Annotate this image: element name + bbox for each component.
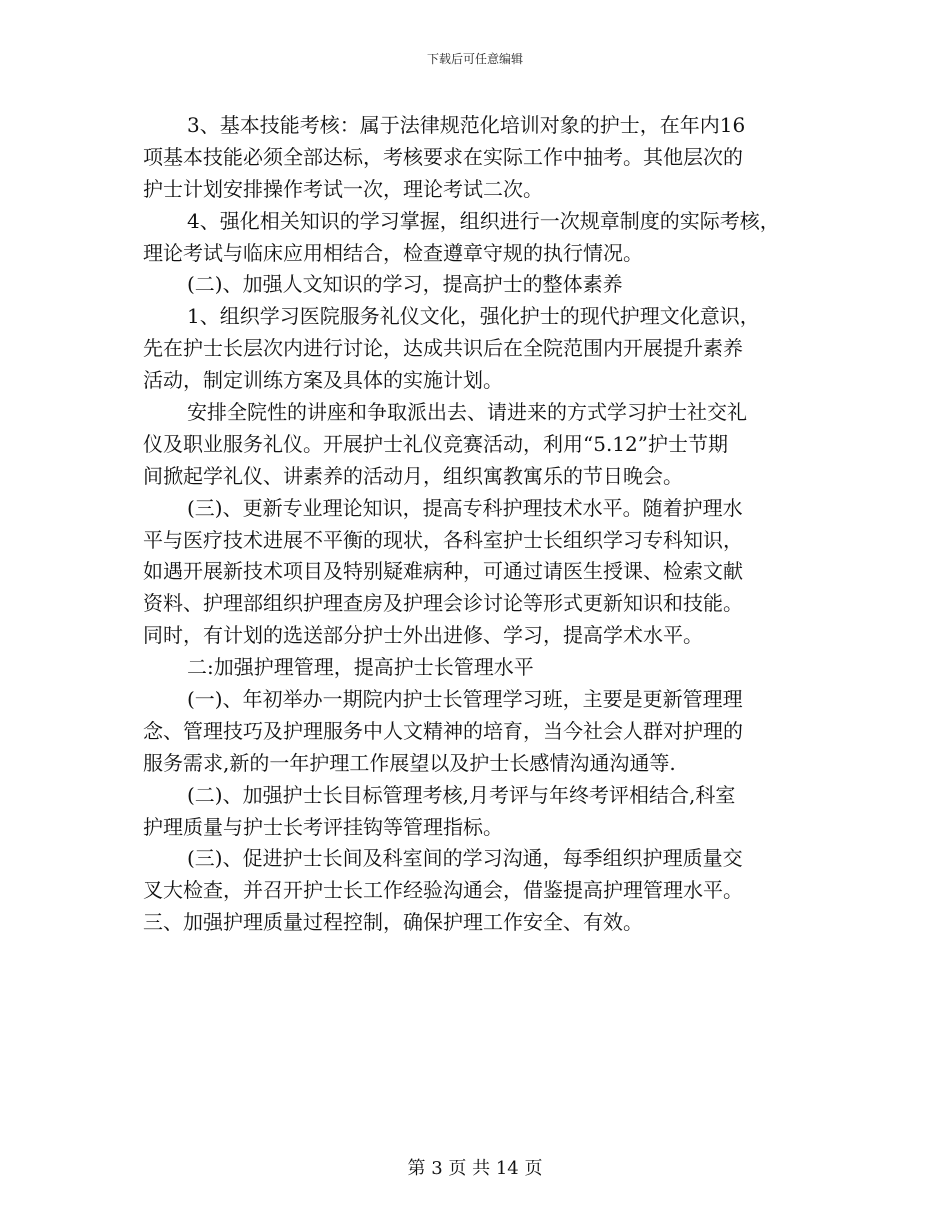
text-line: 3、基本技能考核：属于法律规范化培训对象的护士，在年内16 bbox=[187, 113, 746, 137]
text-line: 护理质量与护士长考评挂钩等管理指标。 bbox=[143, 814, 503, 839]
text-line: 如遇开展新技术项目及特别疑难病种，可通过请医生授课、检索文献 bbox=[143, 559, 743, 584]
text-line: 1、组织学习医院服务礼仪文化，强化护士的现代护理文化意识， bbox=[187, 304, 760, 329]
text-line: 三、加强护理质量过程控制，确保护理工作安全、有效。 bbox=[143, 910, 643, 935]
text-line: (一)、年初举办一期院内护士长管理学习班，主要是更新管理理 bbox=[187, 687, 743, 712]
text-line: 项基本技能必须全部达标，考核要求在实际工作中抽考。其他层次的 bbox=[143, 144, 743, 169]
text-line: 间掀起学礼仪、讲素养的活动月，组织寓教寓乐的节日晚会。 bbox=[143, 463, 683, 488]
text-line: (二)、加强人文知识的学习，提高护士的整体素养 bbox=[187, 272, 623, 297]
text-line: (三)、更新专业理论知识，提高专科护理技术水平。随着护理水 bbox=[187, 495, 743, 520]
text-line: 叉大检查，并召开护士长工作经验沟通会，借鉴提高护理管理水平。 bbox=[143, 878, 743, 903]
text-line: 仪及职业服务礼仪。开展护士礼仪竞赛活动，利用“5.12”护士节期 bbox=[143, 431, 728, 456]
text-line: 二:加强护理管理，提高护士长管理水平 bbox=[187, 655, 534, 680]
text-line: 同时，有计划的选送部分护士外出进修、学习，提高学术水平。 bbox=[143, 623, 703, 648]
text-line: 活动，制定训练方案及具体的实施计划。 bbox=[143, 368, 503, 393]
text-line: (三)、促进护士长间及科室间的学习沟通，每季组织护理质量交 bbox=[187, 846, 743, 871]
page-footer: 第 3 页 共 14 页 bbox=[407, 1158, 543, 1179]
text-line: 平与医疗技术进展不平衡的现状，各科室护士长组织学习专科知识， bbox=[143, 527, 743, 552]
text-line: 先在护士长层次内进行讨论，达成共识后在全院范围内开展提升素养 bbox=[143, 336, 743, 361]
text-line: 4、强化相关知识的学习掌握，组织进行一次规章制度的实际考核， bbox=[187, 208, 780, 233]
text-line: 护士计划安排操作考试一次，理论考试二次。 bbox=[143, 176, 543, 201]
text-line: (二)、加强护士长目标管理考核,月考评与年终考评相结合,科室 bbox=[187, 782, 736, 807]
page-header: 下载后可任意编辑 bbox=[426, 52, 523, 66]
document-body bbox=[143, 110, 823, 939]
text-line: 资料、护理部组织护理查房及护理会诊讨论等形式更新知识和技能。 bbox=[143, 591, 743, 616]
text-line: 服务需求,新的一年护理工作展望以及护士长感情沟通沟通等. bbox=[143, 750, 676, 775]
text-line: 安排全院性的讲座和争取派出去、请进来的方式学习护士社交礼 bbox=[187, 400, 747, 425]
text-line: 理论考试与临床应用相结合，检查遵章守规的执行情况。 bbox=[143, 240, 643, 265]
text-line: 念、管理技巧及护理服务中人文精神的培育，当今社会人群对护理的 bbox=[143, 718, 743, 743]
